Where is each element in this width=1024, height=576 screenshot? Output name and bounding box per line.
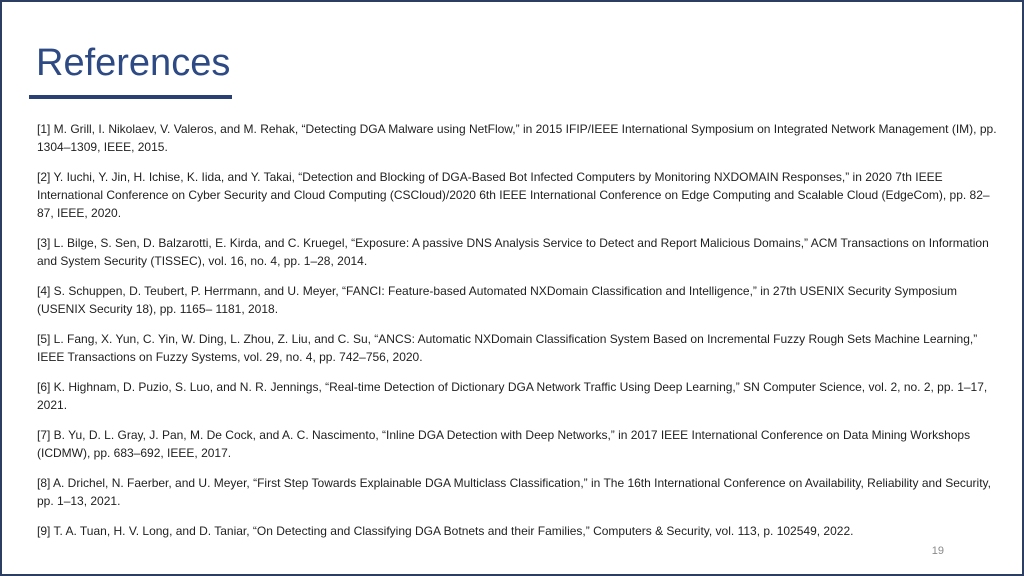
title-underline bbox=[29, 95, 232, 99]
slide-title: References bbox=[36, 42, 231, 84]
reference-item-8: [8] A. Drichel, N. Faerber, and U. Meyer, “First Step Towards Explainable DGA Multiclass Classification,” in The 16th International Conference on Availability, Reliability and Security, pp. 1–13, 2021. bbox=[37, 476, 991, 508]
page-number: 19 bbox=[931, 545, 944, 557]
reference-item-1: [1] M. Grill, I. Nikolaev, V. Valeros, and M. Rehak, “Detecting DGA Malware using NetFlow,” in 2015 IFIP/IEEE International Symposium on Integrated Network Management (IM), pp. 1304–1309, IEEE, 2015. bbox=[37, 122, 997, 154]
reference-item-5: [5] L. Fang, X. Yun, C. Yin, W. Ding, L. Zhou, Z. Liu, and C. Su, “ANCS: Automatic NXDomain Classification System Based on Incremental Fuzzy Rough Sets Machine Learning,” IEEE Transactions on Fuzzy Systems, vol. 29, no. 4, pp. 742–756, 2020. bbox=[37, 332, 978, 364]
reference-item-2: [2] Y. Iuchi, Y. Jin, H. Ichise, K. Iida, and Y. Takai, “Detection and Blocking of DGA-Based Bot Infected Computers by Monitoring NXDOMAIN Responses,” in 2020 7th IEEE International Conference on Cyber Security and Cloud Computing (CSCloud)/2020 6th IEEE International Conference on Edge Computing and Scalable Cloud (EdgeCom), pp. 82– 87, IEEE, 2020. bbox=[37, 170, 990, 220]
reference-item-9: [9] T. A. Tuan, H. V. Long, and D. Taniar, “On Detecting and Classifying DGA Botnets and their Families,” Computers & Security, vol. 113, p. 102549, 2022. bbox=[37, 524, 854, 538]
reference-item-3: [3] L. Bilge, S. Sen, D. Balzarotti, E. Kirda, and C. Kruegel, “Exposure: A passive DNS Analysis Service to Detect and Report Malicious Domains,” ACM Transactions on Information and System Security (TISSEC), vol. 16, no. 4, pp. 1–28, 2014. bbox=[37, 236, 989, 268]
reference-item-4: [4] S. Schuppen, D. Teubert, P. Herrmann, and U. Meyer, “FANCI: Feature-based Automated NXDomain Classification and Intelligence,” in 27th USENIX Security Symposium (USENIX Security 18), pp. 1165– 1181, 2018. bbox=[37, 284, 957, 316]
reference-list bbox=[37, 120, 997, 552]
reference-item-6: [6] K. Highnam, D. Puzio, S. Luo, and N. R. Jennings, “Real-time Detection of Dictionary DGA Network Traffic Using Deep Learning,” SN Computer Science, vol. 2, no. 2, pp. 1–17, 2021. bbox=[37, 380, 988, 412]
reference-item-7: [7] B. Yu, D. L. Gray, J. Pan, M. De Cock, and A. C. Nascimento, “Inline DGA Detection with Deep Networks,” in 2017 IEEE International Conference on Data Mining Workshops (ICDMW), pp. 683–692, IEEE, 2017. bbox=[37, 428, 971, 460]
